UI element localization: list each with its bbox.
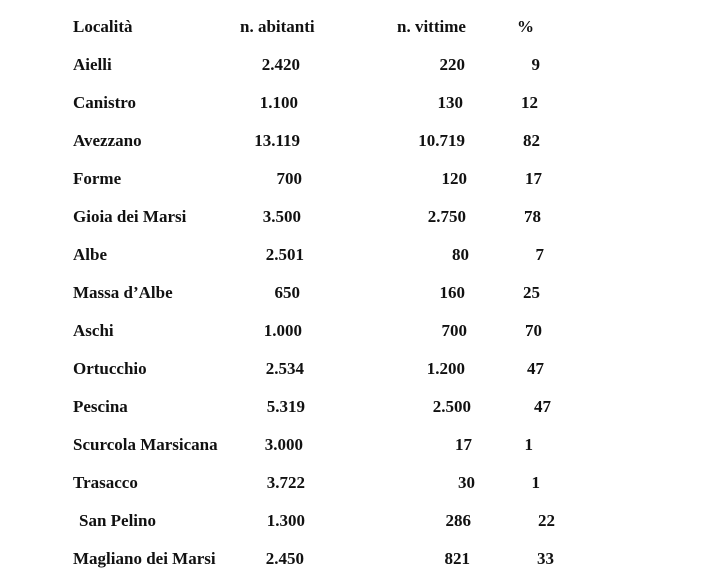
table-row: [0, 509, 707, 533]
table-row: [0, 129, 707, 153]
cell-locality: Ortucchio: [73, 359, 147, 378]
cell-victims: 1.200: [426, 359, 465, 378]
header-locality: Località: [73, 17, 133, 36]
cell-inhabitants: 2.420: [261, 55, 300, 74]
table-row: [0, 433, 707, 457]
cell-locality: Scurcola Marsicana: [73, 435, 218, 454]
table-row: [0, 167, 707, 191]
cell-victims: 160: [439, 283, 465, 302]
cell-percent: 78: [524, 207, 541, 226]
header-inhabitants: n. abitanti: [240, 17, 315, 36]
cell-percent: 1: [524, 435, 533, 454]
cell-percent: 1: [531, 473, 540, 492]
cell-locality: Avezzano: [73, 131, 142, 150]
table-row: [0, 547, 707, 571]
cell-victims: 80: [452, 245, 469, 264]
cell-victims: 2.750: [427, 207, 466, 226]
cell-locality: Massa d’Albe: [73, 283, 173, 302]
cell-victims: 130: [437, 93, 463, 112]
header-victims: n. vittime: [397, 17, 466, 36]
cell-inhabitants: 650: [274, 283, 300, 302]
cell-percent: 70: [525, 321, 542, 340]
cell-percent: 9: [531, 55, 540, 74]
cell-percent: 25: [523, 283, 540, 302]
cell-locality: Aschi: [73, 321, 114, 340]
cell-victims: 30: [458, 473, 475, 492]
cell-victims: 10.719: [418, 131, 465, 150]
cell-inhabitants: 3.500: [262, 207, 301, 226]
cell-percent: 17: [525, 169, 542, 188]
cell-locality: Trasacco: [73, 473, 138, 492]
cell-locality: Aielli: [73, 55, 112, 74]
table-row: [0, 395, 707, 419]
cell-victims: 120: [441, 169, 467, 188]
cell-percent: 82: [523, 131, 540, 150]
cell-inhabitants: 5.319: [266, 397, 305, 416]
cell-inhabitants: 2.501: [265, 245, 304, 264]
table-row: [0, 53, 707, 77]
table-row: [0, 357, 707, 381]
cell-inhabitants: 3.000: [264, 435, 303, 454]
cell-locality: Gioia dei Marsi: [73, 207, 187, 226]
cell-victims: 700: [441, 321, 467, 340]
cell-inhabitants: 2.450: [265, 549, 304, 568]
cell-inhabitants: 13.119: [254, 131, 300, 150]
cell-inhabitants: 700: [276, 169, 302, 188]
cell-inhabitants: 3.722: [266, 473, 305, 492]
cell-victims: 17: [455, 435, 472, 454]
header-percent: %: [517, 17, 534, 36]
cell-inhabitants: 1.000: [263, 321, 302, 340]
cell-locality: Magliano dei Marsi: [73, 549, 216, 568]
header-row: [0, 15, 707, 39]
table-row: [0, 243, 707, 267]
cell-percent: 7: [535, 245, 544, 264]
cell-percent: 12: [521, 93, 538, 112]
cell-percent: 22: [538, 511, 555, 530]
cell-percent: 47: [527, 359, 544, 378]
cell-victims: 2.500: [432, 397, 471, 416]
cell-inhabitants: 1.300: [266, 511, 305, 530]
cell-locality: San Pelino: [79, 511, 156, 530]
cell-locality: Albe: [73, 245, 107, 264]
table-row: [0, 471, 707, 495]
table-row: [0, 281, 707, 305]
cell-locality: Forme: [73, 169, 122, 188]
cell-percent: 47: [534, 397, 551, 416]
table-row: [0, 205, 707, 229]
cell-inhabitants: 1.100: [259, 93, 298, 112]
table-row: [0, 319, 707, 343]
table-row: [0, 91, 707, 115]
cell-victims: 220: [439, 55, 465, 74]
cell-victims: 821: [444, 549, 470, 568]
cell-locality: Canistro: [73, 93, 136, 112]
cell-locality: Pescina: [73, 397, 128, 416]
cell-percent: 33: [537, 549, 554, 568]
cell-victims: 286: [445, 511, 471, 530]
cell-inhabitants: 2.534: [265, 359, 304, 378]
